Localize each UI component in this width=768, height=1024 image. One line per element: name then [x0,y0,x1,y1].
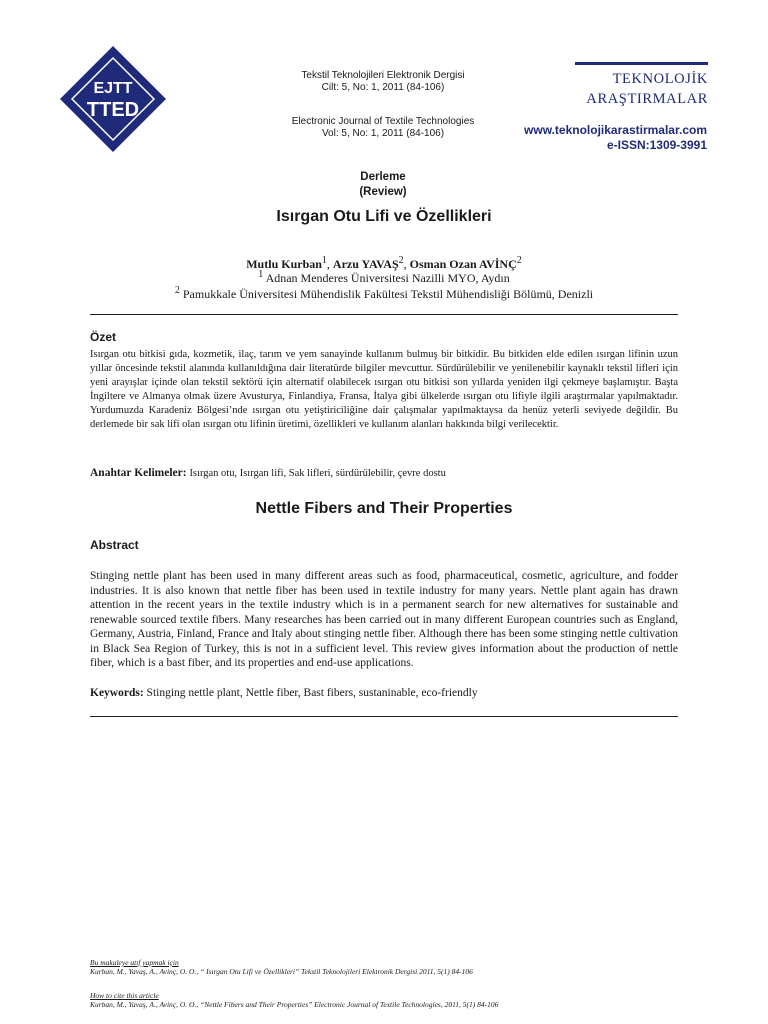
cite-en-block [90,991,690,1009]
affiliation-1-sup: 1 [258,269,264,280]
journal-en-volume: Vol: 5, No: 1, 2011 (84-106) [321,128,445,139]
brand-issn: e-ISSN:1309-3991 [606,138,707,152]
article-type-tr: Derleme [360,171,406,183]
author-2-sup: 2 [398,255,404,266]
author-1-sup: 1 [321,255,327,266]
title-en: Nettle Fibers and Their Properties [255,500,513,517]
cite-tr-text: Kurban, M., Yavaş, A., Avinç, O. O., “ Isırgan Otu Lifi ve Özellikleri” Tekstil Teknolojileri Elektronik Dergisi 2011, 5(1) 84-106 [90,967,473,976]
title-tr: Isırgan Otu Lifi ve Özellikleri [276,208,492,225]
abstract-text: Stinging nettle plant has been used in many different areas such as food, pharmaceutical, cosmetic, agriculture, and fodder industries. It is also known that nettle fiber has been used in textile industry for many years. Nettle plant again has drawn attention in the recent years in the textile industry which is in a permanent search for new alternatives for sustainable and renewable sourced textile fibers. Many researches has been carried out in many different European countries such as England, Germany, Austria, Finland, France and Italy about stinging nettle fiber. Although there has been some stinging nettle cultivation in Black Sea Region of Turkey, this is not in a sufficient level. This review gives information about the production of nettle fiber, which is a bast fiber, and its properties and end-use applications. [90,570,678,669]
affiliation-2-sup: 2 [174,285,180,296]
author-3-sup: 2 [516,255,522,266]
affiliation-1-text: Adnan Menderes Üniversitesi Nazilli MYO, Aydın [265,271,510,285]
brand-box [575,62,708,111]
journal-tr-volume: Cilt: 5, No: 1, 2011 (84-106) [321,82,445,93]
author-2: Arzu YAVAŞ [332,257,399,271]
authors-line: Mutlu Kurban$^1$, Arzu YAVAŞ$^2$, Osman Ozan AVİNÇ$^2$ [246,255,522,271]
author-1: Mutlu Kurban [246,257,322,271]
divider-top [90,314,678,315]
keywords-tr [90,466,678,481]
brand-line-1: TEKNOLOJİK [612,71,708,87]
journal-en-name: Electronic Journal of Textile Technologies [291,116,475,127]
ozet-text: Isırgan otu bitkisi gıda, kozmetik, ilaç, tarım ve yem sanayinde kullanım bulmuş bir bitkidir. Bu bitkiden elde edilen ısırgan lifinin uzun yıllar öncesinde tekstil alanında kullanıldığına dair literatürde bilgiler mevcuttur. Sürdürülebilir ve yenilenebilir kaynaklı tekstil lifleri için yeni arayışlar içinde olan tekstil sektörü için alternatif olabilecek ısırgan otu bitkisi son yıllarda yeniden ilgi çekmeye başlamıştır. Başta İngiltere ve Almanya olmak üzere Avusturya, Finlandiya, Fransa, İtalya gibi ülkelerde ısırgan otu lifiyle ilgili araştırmalar yapılmaktadır. Yurdumuzda Karadeniz Bölgesi’nde ısırgan otu yetiştiriciliğine dair çalışmalar yapılmaktaysa da henüz yeterli seviyede değildir. Bu derlemede bir sak lifi olan ısırgan otu lifinin üretimi, özellikleri ve kullanım alanları hakkında bilgi verilecektir. [90,349,678,430]
article-type-en: (Review) [359,186,407,198]
keywords-tr-label: Anahtar Kelimeler: [90,467,187,479]
keywords-en-text: Stinging nettle plant, Nettle fiber, Bast fibers, sustaninable, eco-friendly [146,687,478,699]
affiliation-2 [90,284,678,301]
brand-url-link[interactable]: www.teknolojikarastirmalar.com [524,123,707,137]
keywords-en [90,686,678,700]
abstract-heading: Abstract [90,538,139,552]
cite-tr-block [90,958,690,976]
author-3: Osman Ozan AVİNÇ [409,257,517,271]
cite-en-text: Kurban, M., Yavaş, A., Avinç, O. O., “Nettle Fibers and Their Properties” Electronic Journal of Textile Technologies, 2011, 5(1) 84-106 [90,1000,499,1009]
ozet-heading: Özet [90,330,117,344]
affiliation-2-text: Pamukkale Üniversitesi Mühendislik Fakültesi Tekstil Mühendisliği Bölümü, Denizli [182,287,594,301]
cite-tr-label: Bu makaleye atıf yapmak için [90,958,179,967]
cite-en-label: How to cite this article [90,991,159,1000]
logo-text: TTED [86,99,140,121]
divider-bottom [90,716,678,717]
journal-tr-name: Tekstil Teknolojileri Elektronik Dergisi [301,70,465,81]
keywords-en-label: Keywords: [90,687,144,699]
affiliation-1 [90,268,678,285]
journal-tr-block [230,70,536,94]
keywords-tr-text: Isırgan otu, Isırgan lifi, Sak lifleri, sürdürülebilir, çevre dostu [189,468,446,479]
logo-subtext: EJTT [93,80,133,97]
brand-line-2: ARAŞTIRMALAR [586,91,708,107]
journal-logo [58,44,168,154]
